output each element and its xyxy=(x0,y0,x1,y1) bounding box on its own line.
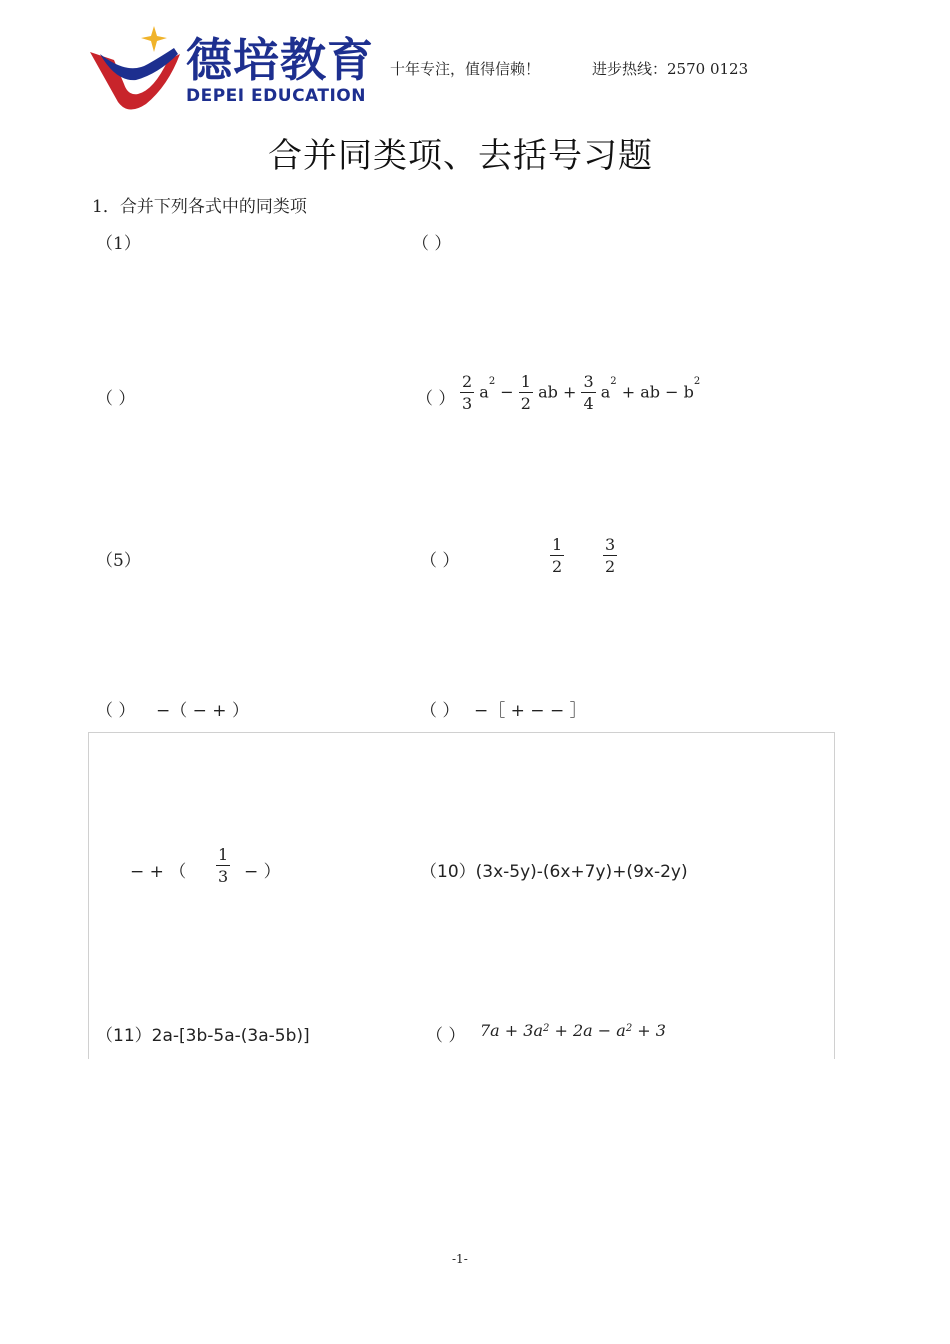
question-7-expression: −（ − + ） xyxy=(156,701,249,721)
question-6-fraction-2: $\frac{3}{2}$ xyxy=(605,535,616,576)
fraction-2-3: $\frac{2}{3}$ xyxy=(462,372,473,413)
question-10-expression: (3x-5y)-(6x+7y)+(9x-2y) xyxy=(475,862,688,882)
question-7-label: （ ） xyxy=(96,701,136,721)
question-5-label: （5） xyxy=(96,551,141,571)
logo-chinese-text: 德培教育 xyxy=(186,33,374,87)
logo-english-text: DEPEI EDUCATION xyxy=(186,86,366,106)
question-1-label: （1） xyxy=(96,234,141,254)
question-8-label: （ ） xyxy=(420,701,460,721)
question-9-expression-prefix: − + （ xyxy=(130,862,187,882)
header-slogan: 十年专注，值得信赖！ xyxy=(390,60,541,78)
question-11-expression: 2a-[3b-5a-(3a-5b)] xyxy=(151,1026,310,1046)
question-6-fraction-1: $\frac{1}{2}$ xyxy=(552,535,563,576)
question-11 xyxy=(96,1021,310,1046)
section-heading: 1．合并下列各式中的同类项 xyxy=(92,197,307,217)
fraction-1-2: $\frac{1}{2}$ xyxy=(520,372,531,413)
star-icon xyxy=(141,26,167,52)
question-12-expression: $7a + 3a^2 + 2a - a^2 + 3$ xyxy=(480,1021,666,1040)
question-10 xyxy=(420,857,688,882)
question-6-label: （ ） xyxy=(420,551,460,571)
question-8-expression: −［ + − − ］ xyxy=(474,701,587,721)
question-3-label: （ ） xyxy=(96,389,136,409)
answer-box xyxy=(88,732,835,1059)
page-number: -1- xyxy=(452,1252,468,1266)
question-9-expression-suffix: − ） xyxy=(244,862,281,882)
question-12-label: （ ） xyxy=(426,1026,466,1046)
question-4-expression: $\frac{2}{3}$ $a^2$ − $\frac{1}{2}$ ab + $\frac{3}{4}$ $a^2$ + ab − $b^2$ xyxy=(462,372,701,413)
question-2-label: （ ） xyxy=(412,234,452,254)
logo-mark-icon xyxy=(88,24,188,114)
question-9-fraction: $\frac{1}{3}$ xyxy=(218,845,229,886)
brand-logo xyxy=(88,24,388,114)
question-10-label: （10） xyxy=(420,862,476,882)
question-11-label: （11） xyxy=(96,1026,152,1046)
header-hotline: 进步热线：2570 0123 xyxy=(592,60,749,78)
fraction-3-4: $\frac{3}{4}$ xyxy=(583,372,594,413)
page-title: 合并同类项、去括号习题 xyxy=(268,136,653,176)
question-4-label: （ ） xyxy=(416,389,456,409)
